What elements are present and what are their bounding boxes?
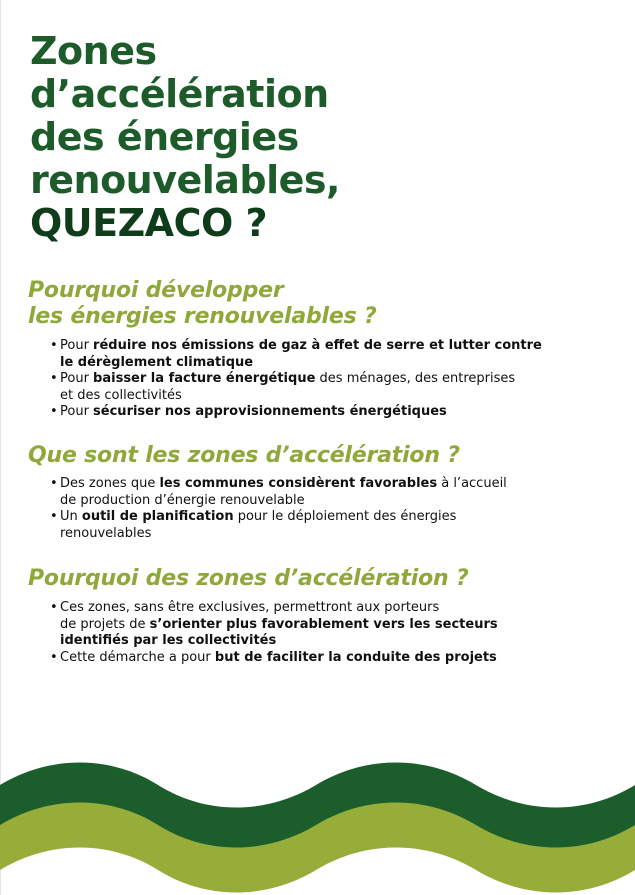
page-title	[30, 30, 340, 245]
bullet-text: Un	[60, 509, 82, 524]
heading-line: Que sont les zones d’accélération ?	[28, 443, 460, 468]
bullet-line	[60, 355, 570, 372]
bullet-text: Cette démarche a pour	[60, 649, 215, 665]
bullet-text: Pour	[60, 404, 94, 419]
section-heading-what-are-zones	[28, 443, 460, 469]
bullet-text: pour le déploiement des énergies	[233, 509, 457, 524]
bullet-text: Des zones que	[60, 476, 160, 491]
bullet-line	[60, 388, 570, 405]
bullet-text-bold: identifiés par les collectivités	[60, 633, 277, 648]
bullet-text: Ces zones, sans être exclusives, permettront aux porteurs	[60, 600, 440, 615]
title-line-2: d’accélération	[30, 72, 329, 116]
bullet-line	[60, 338, 570, 355]
bullet-line	[60, 600, 570, 617]
title-line-4: renouvelables,	[30, 158, 340, 202]
bullet-line	[60, 509, 570, 526]
bullet-text-bold: outil de planification	[81, 509, 234, 524]
bullet-text: Pour	[60, 371, 94, 386]
title-line-3: des énergies	[30, 115, 299, 159]
bullet-text-bold: s’orienter plus favorablement vers les secteurs	[149, 616, 498, 632]
bullet-list-why-develop	[50, 338, 570, 421]
title-line-1: Zones	[30, 29, 157, 73]
bullet-text: des ménages, des entreprises	[315, 371, 516, 386]
bullet-item	[50, 371, 570, 404]
bullet-text: Pour	[60, 338, 94, 353]
decorative-waves	[0, 755, 635, 895]
bullet-item	[50, 476, 570, 509]
title-quezaco: QUEZACO ?	[30, 201, 268, 245]
bullet-line	[60, 650, 570, 667]
bullet-line	[60, 371, 570, 388]
heading-line: Pourquoi développer	[28, 278, 284, 303]
bullet-item	[50, 650, 570, 667]
bullet-text-bold: les communes considèrent favorables	[159, 476, 438, 491]
section-heading-why-develop	[28, 278, 377, 330]
bullet-text: de production d’énergie renouvelable	[60, 492, 305, 508]
bullet-line	[60, 617, 570, 634]
bullet-list-what-are-zones	[50, 476, 570, 542]
bullet-item	[50, 509, 570, 542]
heading-line: les énergies renouvelables ?	[28, 304, 377, 329]
bullet-text: et des collectivités	[60, 387, 182, 403]
bullet-text: renouvelables	[60, 525, 152, 541]
bullet-list-why-zones	[50, 600, 570, 666]
bullet-item	[50, 600, 570, 650]
section-heading-why-zones	[28, 566, 469, 592]
bullet-line	[60, 633, 570, 650]
bullet-text: de projets de	[60, 616, 150, 632]
bullet-text-bold: but de faciliter la conduite des projets	[214, 649, 497, 665]
bullet-text-bold: baisser la facture énergétique	[93, 371, 316, 386]
heading-line: Pourquoi des zones d’accélération ?	[28, 566, 469, 591]
bullet-text-bold: le dérèglement climatique	[60, 354, 254, 370]
bullet-item	[50, 404, 570, 421]
bullet-line	[60, 493, 570, 510]
bullet-line	[60, 404, 570, 421]
bullet-item	[50, 338, 570, 371]
bullet-line	[60, 476, 570, 493]
bullet-text: à l’accueil	[437, 476, 507, 491]
bullet-line	[60, 526, 570, 543]
bullet-text-bold: sécuriser nos approvisionnements énergétiques	[93, 404, 447, 419]
bullet-text-bold: réduire nos émissions de gaz à effet de serre et lutter contre	[93, 338, 542, 353]
